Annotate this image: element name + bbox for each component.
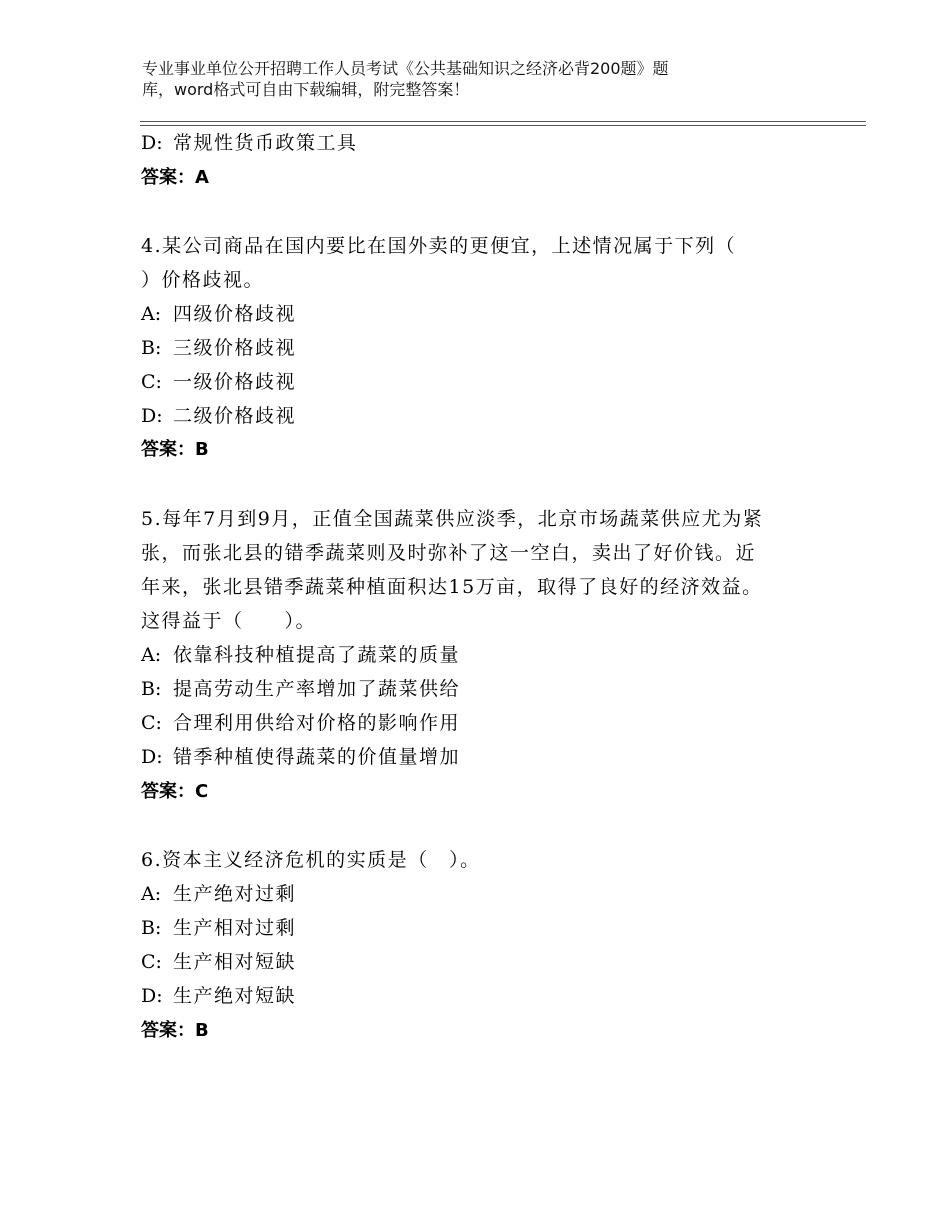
option-label: B: — [141, 337, 162, 359]
q5-option-a — [141, 643, 460, 667]
q5-stem-line-2: 张，而张北县的错季蔬菜则及时弥补了这一空白，卖出了好价钱。近 — [141, 542, 757, 564]
option-label: A: — [141, 644, 162, 666]
q5-option-b — [141, 677, 460, 701]
option-text: 提高劳动生产率增加了蔬菜供给 — [173, 678, 461, 700]
header-rule-top — [140, 121, 866, 122]
q4-option-c — [141, 370, 296, 394]
q5-stem-line-4: 这得益于（ ）。 — [141, 610, 317, 632]
prev-answer: 答案：A — [141, 167, 209, 188]
prev-option-d — [141, 131, 358, 155]
option-label: D: — [141, 405, 163, 427]
option-text: 一级价格歧视 — [173, 371, 297, 393]
q6-answer: 答案：B — [141, 1020, 209, 1041]
q5-answer: 答案：C — [141, 781, 209, 802]
option-label: A: — [141, 303, 162, 325]
option-label: B: — [141, 678, 162, 700]
q5-stem-line-3: 年来，张北县错季蔬菜种植面积达15万亩，取得了良好的经济效益。 — [141, 576, 763, 598]
option-label: C: — [141, 371, 162, 393]
option-text: 常规性货币政策工具 — [173, 132, 358, 154]
option-label: B: — [141, 917, 162, 939]
header-rule-bottom — [140, 125, 866, 126]
option-label: A: — [141, 883, 162, 905]
q4-stem-line-2: ）价格歧视。 — [141, 269, 265, 291]
header-line-1: 专业事业单位公开招聘工作人员考试《公共基础知识之经济必背200题》题 — [142, 59, 669, 78]
q4-option-d — [141, 404, 296, 428]
q4-option-b — [141, 336, 296, 360]
q4-answer: 答案：B — [141, 439, 209, 460]
q4-stem-line-1: 4.某公司商品在国内要比在国外卖的更便宜，上述情况属于下列（ — [141, 235, 737, 257]
option-label: C: — [141, 712, 162, 734]
option-label: D: — [141, 746, 163, 768]
option-text: 生产相对过剩 — [173, 917, 297, 939]
option-text: 生产绝对过剩 — [173, 883, 297, 905]
q4-option-a — [141, 302, 296, 326]
q6-option-d — [141, 984, 296, 1008]
q6-option-c — [141, 950, 296, 974]
option-label: C: — [141, 951, 162, 973]
q6-option-a — [141, 882, 296, 906]
option-text: 三级价格歧视 — [173, 337, 297, 359]
header-line-2: 库，word格式可自由下载编辑，附完整答案！ — [142, 80, 470, 99]
option-text: 二级价格歧视 — [173, 405, 297, 427]
option-text: 生产相对短缺 — [173, 951, 297, 973]
q6-stem-line-1: 6.资本主义经济危机的实质是（ ）。 — [141, 849, 481, 871]
option-text: 四级价格歧视 — [173, 303, 297, 325]
option-text: 依靠科技种植提高了蔬菜的质量 — [173, 644, 461, 666]
q5-stem-line-1: 5.每年7月到9月，正值全国蔬菜供应淡季，北京市场蔬菜供应尤为紧 — [141, 508, 764, 530]
option-text: 错季种植使得蔬菜的价值量增加 — [173, 746, 461, 768]
q6-option-b — [141, 916, 296, 940]
option-text: 合理利用供给对价格的影响作用 — [173, 712, 461, 734]
option-label: D: — [141, 132, 163, 154]
q5-option-d — [141, 745, 460, 769]
option-label: D: — [141, 985, 163, 1007]
document-header — [142, 58, 782, 100]
option-text: 生产绝对短缺 — [173, 985, 297, 1007]
q5-option-c — [141, 711, 460, 735]
